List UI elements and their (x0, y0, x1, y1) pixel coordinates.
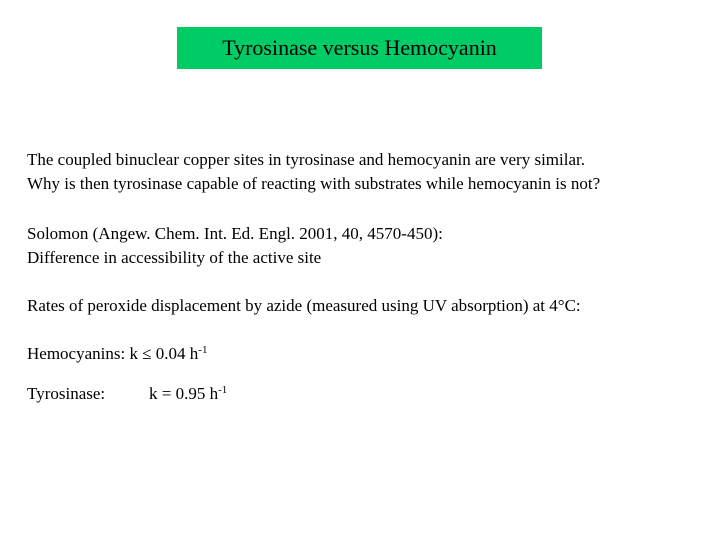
tyrosinase-rate-exponent: -1 (218, 384, 228, 396)
slide-title: Tyrosinase versus Hemocyanin (222, 35, 497, 60)
reference-paragraph (27, 222, 443, 270)
hemocyanin-rate-line (27, 342, 207, 366)
hemocyanin-rate: Hemocyanins: k ≤ 0.04 h (27, 344, 199, 363)
question-paragraph (27, 148, 600, 196)
rates-intro (27, 294, 581, 318)
reference-citation: Solomon (Angew. Chem. Int. Ed. Engl. 2001, 40, 4570-450): (27, 224, 443, 243)
tyrosinase-label: Tyrosinase: (27, 384, 106, 403)
reference-conclusion: Difference in accessibility of the active site (27, 248, 322, 267)
slide-title-box (177, 27, 542, 69)
rates-intro-text: Rates of peroxide displacement by azide (measured using UV absorption) at 4°C: (27, 296, 581, 315)
question-line-1: The coupled binuclear copper sites in tyrosinase and hemocyanin are very similar. (27, 150, 585, 169)
tyrosinase-rate-line (27, 382, 227, 406)
question-line-2: Why is then tyrosinase capable of reacting with substrates while hemocyanin is not? (27, 174, 601, 193)
tyrosinase-rate: k = 0.95 h (149, 384, 219, 403)
hemocyanin-rate-exponent: -1 (198, 344, 208, 356)
